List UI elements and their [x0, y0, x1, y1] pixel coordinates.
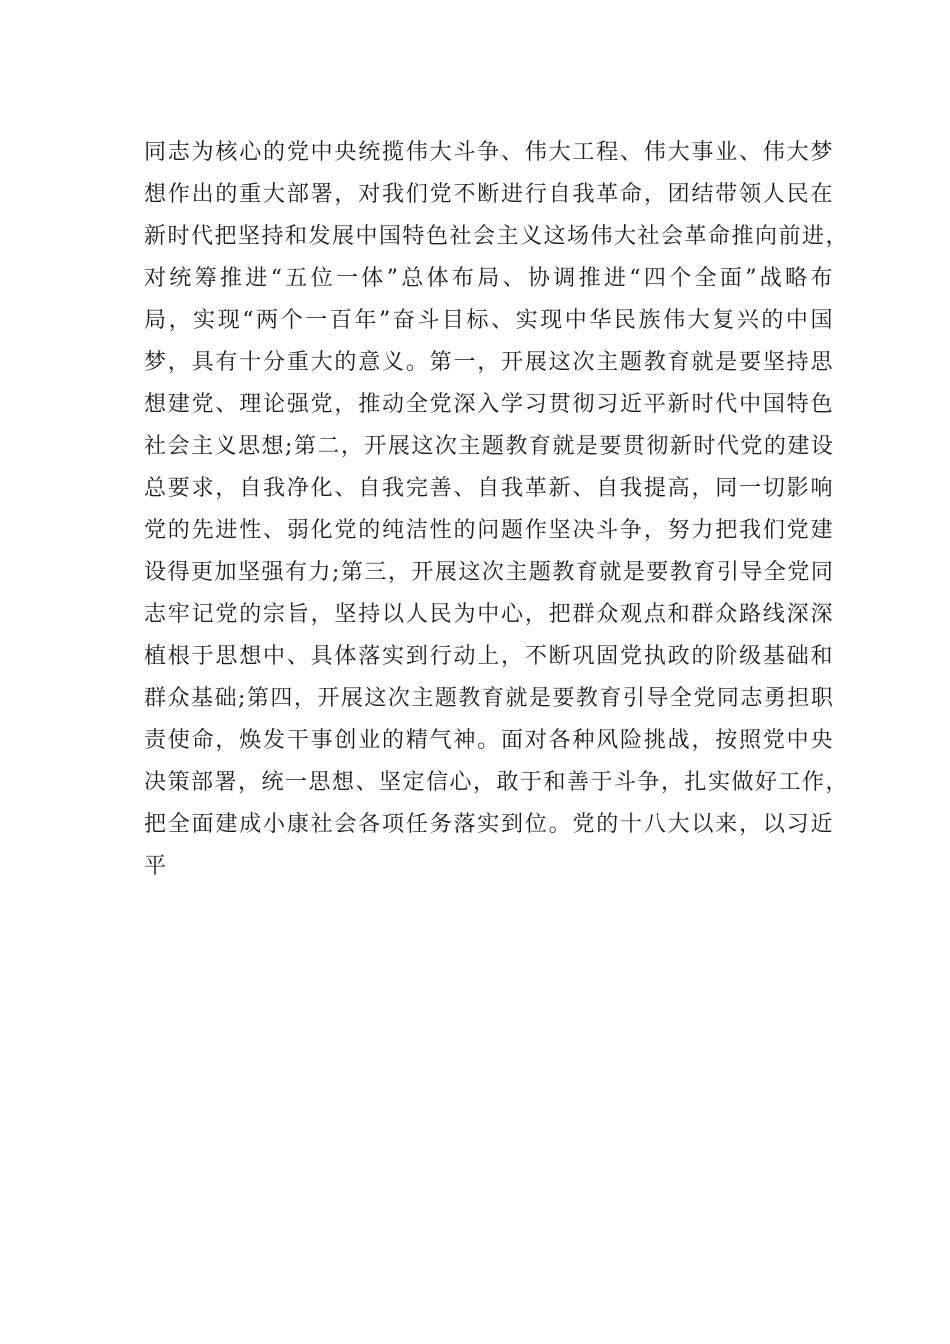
text-line: 梦，具有十分重大的意义。第一，开展这次主题教育就是要坚持思	[144, 350, 834, 375]
text-line: 志牢记党的宗旨，坚持以人民为中心，把群众观点和群众路线深深	[144, 602, 834, 627]
text-line: 同志为核心的党中央统揽伟大斗争、伟大工程、伟大事业、伟大梦	[144, 140, 834, 165]
text-line: 对统筹推进“五位一体”总体布局、协调推进“四个全面”战略布	[144, 266, 834, 291]
text-line: 决策部署，统一思想、坚定信心，敢于和善于斗争，扎实做好工作，	[144, 770, 850, 795]
text-line: 党的先进性、弱化党的纯洁性的问题作坚决斗争，努力把我们党建	[144, 518, 834, 543]
text-line: 责使命，焕发干事创业的精气神。面对各种风险挑战，按照党中央	[144, 728, 834, 753]
text-line: 把全面建成小康社会各项任务落实到位。党的十八大以来，以习近	[144, 812, 834, 837]
text-line: 新时代把坚持和发展中国特色社会主义这场伟大社会革命推向前进，	[144, 224, 850, 249]
text-line-last: 平	[144, 854, 168, 879]
body-paragraph	[144, 132, 850, 888]
text-line: 想作出的重大部署，对我们党不断进行自我革命，团结带领人民在	[144, 182, 834, 207]
text-line: 设得更加坚强有力;第三，开展这次主题教育就是要教育引导全党同	[144, 560, 835, 585]
text-line: 局，实现“两个一百年”奋斗目标、实现中华民族伟大复兴的中国	[144, 308, 834, 333]
text-line: 总要求，自我净化、自我完善、自我革新、自我提高，同一切影响	[144, 476, 834, 501]
text-line: 想建党、理论强党，推动全党深入学习贯彻习近平新时代中国特色	[144, 392, 834, 417]
text-line: 群众基础;第四，开展这次主题教育就是要教育引导全党同志勇担职	[144, 686, 835, 711]
text-line: 植根于思想中、具体落实到行动上，不断巩固党执政的阶级基础和	[144, 644, 834, 669]
text-line: 社会主义思想;第二，开展这次主题教育就是要贯彻新时代党的建设	[144, 434, 835, 459]
